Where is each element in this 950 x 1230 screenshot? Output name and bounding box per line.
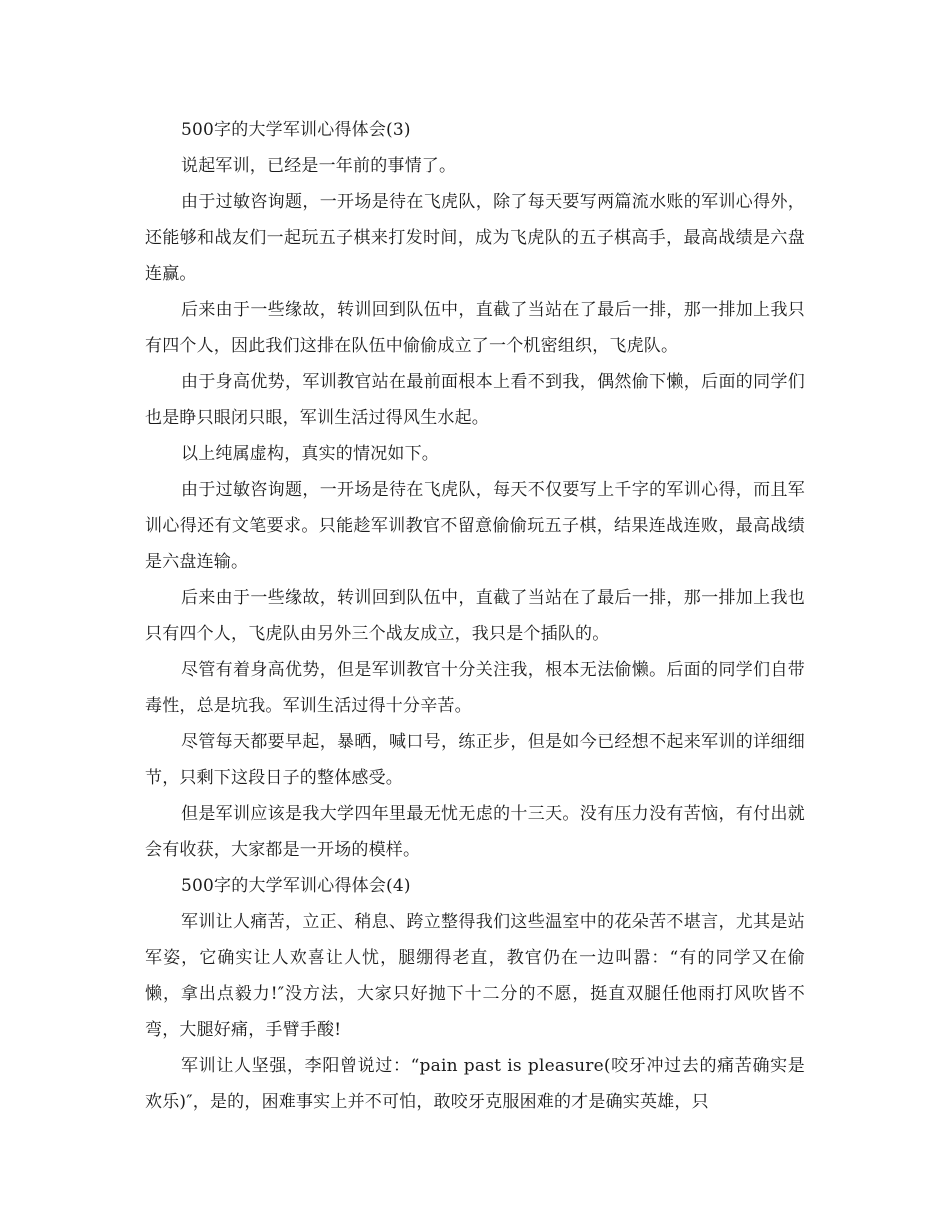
document-body (145, 112, 805, 1120)
section-heading: 500字的大学军训心得体会(4) (181, 876, 411, 896)
paragraph: 军训让人坚强，李阳曾说过：“pain past is pleasure(咬牙冲过去的痛苦确实是欢乐)″，是的，困难事实上并不可怕，敢咬牙克服困难的才是确实英雄，只 (145, 1056, 805, 1112)
paragraph: 尽管有着身高优势，但是军训教官十分关注我，根本无法偷懒。后面的同学们自带毒性，总是坑我。军训生活过得十分辛苦。 (145, 660, 805, 716)
paragraph: 军训让人痛苦，立正、稍息、跨立整得我们这些温室中的花朵苦不堪言，尤其是站军姿，它确实让人欢喜让人忧，腿绷得老直，教官仍在一边叫嚣：“有的同学又在偷懒，拿出点毅力!″没方法，大家只好抛下十二分的不愿，挺直双腿任他雨打风吹皆不弯，大腿好痛，手臂手酸! (145, 912, 805, 1040)
paragraph: 后来由于一些缘故，转训回到队伍中，直截了当站在了最后一排，那一排加上我只有四个人，因此我们这排在队伍中偷偷成立了一个机密组织，飞虎队。 (145, 300, 805, 356)
paragraph: 由于过敏咨询题，一开场是待在飞虎队，每天不仅要写上千字的军训心得，而且军训心得还有文笔要求。只能趁军训教官不留意偷偷玩五子棋，结果连战连败，最高战绩是六盘连输。 (145, 480, 805, 572)
paragraph: 以上纯属虚构，真实的情况如下。 (181, 444, 439, 464)
paragraph: 由于身高优势，军训教官站在最前面根本上看不到我，偶然偷下懒，后面的同学们也是睁只眼闭只眼，军训生活过得风生水起。 (145, 372, 805, 428)
section-heading: 500字的大学军训心得体会(3) (181, 120, 411, 140)
paragraph: 后来由于一些缘故，转训回到队伍中，直截了当站在了最后一排，那一排加上我也只有四个人，飞虎队由另外三个战友成立，我只是个插队的。 (145, 588, 805, 644)
paragraph: 说起军训，已经是一年前的事情了。 (181, 156, 457, 176)
paragraph: 由于过敏咨询题，一开场是待在飞虎队，除了每天要写两篇流水账的军训心得外，还能够和战友们一起玩五子棋来打发时间，成为飞虎队的五子棋高手，最高战绩是六盘连赢。 (145, 192, 805, 284)
paragraph: 尽管每天都要早起，暴晒，喊口号，练正步，但是如今已经想不起来军训的详细细节，只剩下这段日子的整体感受。 (145, 732, 805, 788)
paragraph: 但是军训应该是我大学四年里最无忧无虑的十三天。没有压力没有苦恼，有付出就会有收获，大家都是一开场的模样。 (145, 804, 805, 860)
